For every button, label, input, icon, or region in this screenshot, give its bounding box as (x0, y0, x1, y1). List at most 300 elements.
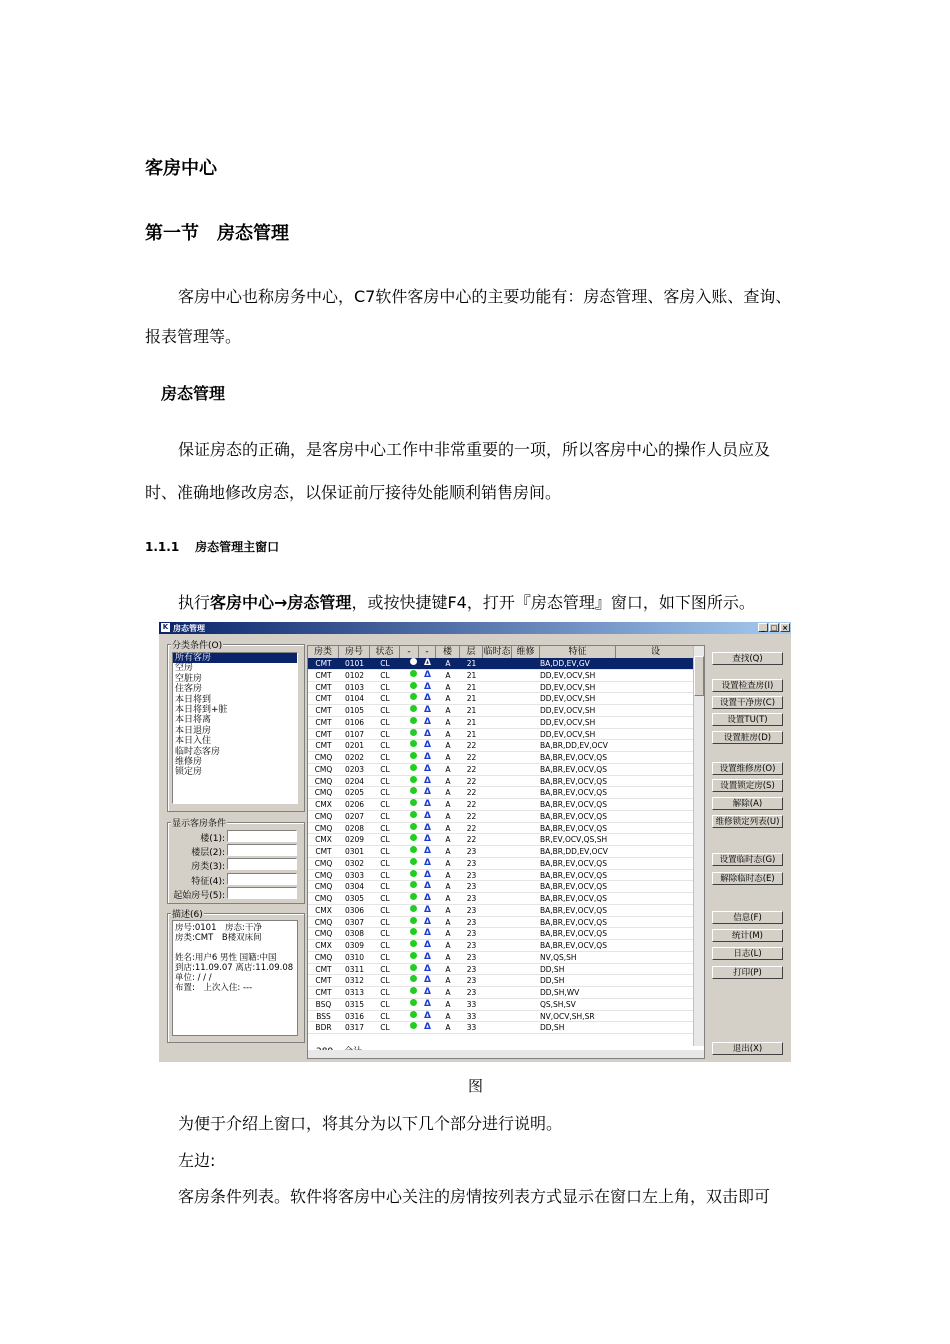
triangle-icon: Δ (424, 846, 431, 856)
green-dot-icon (410, 764, 417, 771)
grid-cell: CL (380, 717, 390, 727)
triangle-icon: Δ (424, 810, 431, 821)
condition-label: 楼(1): (200, 834, 225, 844)
grid-cell: CL (380, 917, 390, 927)
grid-cell: 21 (466, 694, 477, 704)
grid-cell: A (445, 952, 451, 962)
grid-cell: CMT (315, 717, 332, 727)
action-button[interactable]: 信息(F) (712, 911, 783, 924)
grid-cell: CMQ (314, 764, 333, 774)
condition-row (165, 844, 297, 857)
grid-cell: CL (380, 776, 390, 786)
room-row[interactable] (308, 729, 696, 741)
triangle-icon: Δ (424, 940, 431, 950)
green-dot-icon (410, 846, 417, 853)
grid-cell: 23 (466, 917, 477, 927)
grid-cell: CL (380, 976, 390, 986)
grid-cell: A (445, 835, 451, 845)
description-box (172, 920, 298, 1036)
green-dot-icon (410, 917, 417, 924)
grid-cell: 0301 (344, 847, 365, 856)
grid-cell: BA,BR,EV,OCV,QS (540, 800, 607, 809)
paragraph4: 客房条件列表。软件将客房中心关注的房情按列表方式显示在窗口左上角，双击即可 (178, 1187, 771, 1206)
category-item[interactable]: 本日将到 (175, 694, 212, 705)
grid-cell: CL (380, 811, 390, 821)
category-item[interactable]: 空房 (175, 663, 194, 674)
grid-cell: A (445, 976, 451, 986)
green-dot-icon (410, 799, 417, 806)
triangle-icon: Δ (424, 834, 431, 845)
room-row[interactable] (308, 682, 696, 694)
grid-cell: A (445, 999, 451, 1009)
grid-cell: 33 (466, 1011, 477, 1021)
column-header[interactable]: - (419, 646, 436, 658)
column-header[interactable]: 层 (460, 646, 483, 658)
category-list[interactable] (172, 652, 298, 804)
room-row[interactable] (308, 858, 696, 870)
condition-input[interactable] (227, 844, 297, 856)
room-row[interactable] (308, 717, 696, 729)
action-button[interactable]: 设置检查房(I) (712, 679, 783, 692)
grid-cell: DD,SH (540, 1023, 565, 1033)
triangle-icon: Δ (424, 669, 431, 680)
green-dot-icon (410, 1011, 417, 1018)
grid-cell: BA,BR,EV,OCV,QS (540, 858, 607, 868)
intro-paragraph-line2: 报表管理等。 (145, 327, 242, 346)
grid-cell: 0302 (344, 858, 365, 868)
category-item[interactable]: 本日将离 (175, 715, 212, 726)
grid-cell: CMT (315, 729, 332, 739)
grid-cell: CL (380, 741, 390, 751)
grid-cell: CL (380, 835, 390, 845)
grid-cell: 22 (466, 811, 477, 821)
condition-label: 房类(3): (191, 862, 225, 873)
grid-cell: A (445, 988, 451, 997)
green-dot-icon (410, 940, 417, 947)
triangle-icon: Δ (424, 998, 431, 1009)
green-dot-icon (410, 893, 417, 900)
grid-cell: QS,SH,SV (540, 999, 576, 1009)
grid-cell: A (445, 870, 451, 880)
description-line: 布置: 上次入住: --- (175, 983, 253, 993)
green-dot-icon (410, 928, 417, 935)
maximize-button[interactable]: □ (770, 624, 778, 632)
action-button[interactable]: 日志(L) (712, 947, 783, 960)
triangle-icon: Δ (424, 916, 431, 927)
condition-row (165, 887, 297, 900)
triangle-icon: Δ (424, 857, 431, 868)
green-dot-icon (410, 952, 417, 959)
grid-cell: 33 (466, 1023, 477, 1033)
room-row[interactable] (308, 811, 696, 823)
room-row[interactable] (308, 670, 696, 682)
grid-cell: 21 (466, 717, 477, 727)
triangle-icon: Δ (424, 1022, 431, 1033)
grid-cell: CMT (315, 964, 332, 974)
grid-cell: CMQ (314, 776, 333, 786)
grid-cell: 0307 (344, 917, 365, 927)
green-dot-icon (410, 905, 417, 912)
grid-cell: CL (380, 941, 390, 950)
room-grid[interactable] (307, 645, 705, 1059)
green-dot-icon (410, 975, 417, 982)
grid-cell: A (445, 941, 451, 950)
grid-cell: A (445, 823, 451, 833)
green-dot-icon (410, 670, 417, 677)
room-row[interactable] (308, 1022, 696, 1034)
grid-cell: CMX (315, 941, 332, 950)
column-header[interactable]: 房类 (308, 646, 339, 658)
description-line: 房类:CMT B楼双床间 (175, 933, 262, 943)
action-button[interactable]: 退出(X) (712, 1042, 783, 1055)
grid-cell: 23 (466, 952, 477, 962)
triangle-icon: Δ (424, 693, 431, 704)
condition-input[interactable] (227, 873, 297, 885)
column-header[interactable]: 设 (616, 646, 696, 658)
category-item[interactable]: 锁定房 (175, 767, 203, 778)
grid-cell: 23 (466, 988, 477, 997)
triangle-icon: Δ (424, 881, 431, 892)
room-row[interactable] (308, 917, 696, 929)
grid-cell: 0205 (344, 788, 365, 798)
grid-cell: CL (380, 847, 390, 856)
green-dot-icon (410, 964, 417, 971)
grid-cell: 21 (466, 706, 477, 715)
grid-cell: CMT (315, 741, 332, 751)
condition-input[interactable] (227, 830, 297, 842)
grid-cell: 23 (466, 905, 477, 915)
grid-cell: DD,SH,WV (540, 988, 580, 997)
triangle-icon: Δ (424, 740, 431, 751)
grid-cell: A (445, 1023, 451, 1033)
room-row[interactable] (308, 764, 696, 776)
heading-text: 房态管理主窗口 (195, 540, 280, 554)
paragraph1-line2: 时、准确地修改房态，以保证前厅接待处能顺利销售房间。 (145, 483, 562, 502)
condition-input[interactable] (227, 858, 297, 870)
vertical-scrollbar[interactable] (693, 646, 704, 1046)
paragraph2: 为便于介绍上窗口，将其分为以下几个部分进行说明。 (178, 1114, 563, 1133)
grid-cell: CL (380, 788, 390, 798)
window-titlebar (159, 622, 791, 634)
triangle-icon: Δ (424, 963, 431, 974)
grid-cell: A (445, 717, 451, 727)
green-dot-icon (410, 729, 417, 736)
grid-cell: CMQ (314, 870, 333, 880)
action-button[interactable]: 设置维修房(O) (712, 762, 783, 775)
grid-cell: CMX (315, 905, 332, 915)
room-row[interactable] (308, 870, 696, 882)
grid-cell: CMQ (314, 929, 333, 939)
room-row[interactable] (308, 834, 696, 846)
grid-cell: BA,DD,EV,GV (540, 659, 590, 668)
grid-cell: BA,BR,EV,OCV,QS (540, 870, 607, 880)
grid-cell: 21 (466, 659, 477, 668)
scroll-thumb[interactable] (694, 656, 704, 696)
action-button[interactable]: 设置干净房(C) (712, 696, 783, 709)
description-line: 房号:0101 房态:干净 (175, 923, 262, 933)
grid-cell: 0102 (344, 670, 365, 680)
category-item[interactable]: 住客房 (175, 684, 203, 695)
grid-cell: A (445, 964, 451, 974)
grid-cell: CL (380, 858, 390, 868)
room-row[interactable] (308, 881, 696, 893)
grid-cell: DD,SH (540, 976, 565, 986)
triangle-icon: Δ (424, 658, 431, 668)
grid-cell: BA,BR,DD,EV,OCV (540, 741, 608, 751)
grid-cell: DD,EV,OCV,SH (540, 717, 596, 727)
category-item[interactable]: 临时态客房 (175, 746, 221, 757)
room-row[interactable] (308, 940, 696, 952)
column-header[interactable]: 状态 (370, 646, 400, 658)
triangle-icon: Δ (424, 775, 431, 786)
room-row[interactable] (308, 799, 696, 811)
grid-cell: CL (380, 694, 390, 704)
grid-cell: CMQ (314, 858, 333, 868)
grid-cell: CMQ (314, 952, 333, 962)
grid-cell: 33 (466, 999, 477, 1009)
grid-cell: CMQ (314, 917, 333, 927)
grid-cell: CL (380, 800, 390, 809)
grid-cell: CMT (315, 988, 332, 997)
exec-paragraph (178, 590, 755, 613)
grid-cell: 0203 (344, 764, 365, 774)
conditions-group-label: 显示客房条件 (171, 816, 227, 829)
grid-cell: 0304 (344, 882, 365, 892)
grid-cell: A (445, 706, 451, 715)
grid-cell: DD,EV,OCV,SH (540, 694, 596, 704)
grid-cell: CMT (315, 847, 332, 856)
category-item[interactable]: 维修房 (175, 756, 203, 767)
grid-cell: 0311 (344, 964, 365, 974)
grid-cell: 22 (466, 753, 477, 762)
grid-cell: CL (380, 964, 390, 974)
column-header[interactable]: 维修 (512, 646, 540, 658)
grid-cell: BA,BR,EV,OCV,QS (540, 894, 607, 903)
green-dot-icon (410, 717, 417, 724)
grid-cell: 23 (466, 894, 477, 903)
grid-cell: CMQ (314, 811, 333, 821)
grid-cell: BA,BR,EV,OCV,QS (540, 905, 607, 915)
grid-cell: A (445, 729, 451, 739)
grid-cell: 22 (466, 835, 477, 845)
green-dot-icon (410, 811, 417, 818)
column-header[interactable]: 临时态 (483, 647, 511, 657)
grid-cell: 0316 (344, 1011, 365, 1021)
green-dot-icon (410, 740, 417, 747)
green-dot-icon (410, 987, 417, 994)
grid-cell: 0208 (344, 823, 365, 833)
grid-cell: BA,BR,EV,OCV,QS (540, 941, 607, 950)
triangle-icon: Δ (424, 716, 431, 727)
grid-cell: NV,QS,SH (540, 952, 577, 962)
grid-cell: CMQ (314, 894, 333, 903)
category-item[interactable]: 本日将到+脏 (175, 704, 228, 715)
action-button[interactable]: 设置临时态(G) (712, 853, 783, 866)
grid-cell: 0202 (344, 753, 365, 762)
page-title: 客房中心 (145, 158, 217, 179)
grid-cell: CMQ (314, 823, 333, 833)
grid-cell: BR,EV,OCV,QS,SH (540, 835, 608, 845)
green-dot-icon (410, 787, 417, 794)
description-line: 单位: / / / (175, 973, 212, 983)
grid-cell: 21 (466, 729, 477, 739)
grid-cell: A (445, 1011, 451, 1021)
room-row[interactable] (308, 893, 696, 905)
column-header[interactable]: - (400, 646, 419, 658)
app-icon: K (162, 623, 169, 631)
triangle-icon: Δ (424, 799, 431, 809)
grid-cell: DD,EV,OCV,SH (540, 706, 596, 715)
grid-cell: 0303 (344, 870, 365, 880)
grid-cell: 0306 (344, 905, 365, 915)
room-row[interactable] (308, 928, 696, 940)
exec-prefix: 执行 (178, 593, 211, 612)
category-item[interactable]: 本日入住 (175, 736, 212, 747)
grid-cell: 0309 (344, 941, 365, 950)
room-status-window (159, 622, 791, 1062)
room-row[interactable] (308, 905, 696, 917)
grid-cell: DD,SH (540, 964, 565, 974)
grid-cell: BA,BR,EV,OCV,QS (540, 823, 607, 833)
green-dot-icon (410, 834, 417, 841)
grid-cell: 0105 (344, 706, 365, 715)
condition-input[interactable] (227, 887, 297, 899)
grid-cell: 22 (466, 800, 477, 809)
grid-cell: CMT (315, 706, 332, 715)
exec-menu-path: 客房中心→房态管理 (210, 593, 352, 612)
room-row[interactable] (308, 693, 696, 705)
section-heading: 第一节 房态管理 (145, 223, 289, 244)
room-row[interactable] (308, 705, 696, 717)
column-header[interactable]: 房号 (339, 646, 370, 658)
grid-cell: BA,BR,EV,OCV,QS (540, 929, 607, 939)
grid-cell: CMQ (314, 753, 333, 762)
room-row[interactable] (308, 952, 696, 964)
description-line: 到店:11.09.07 离店:11.09.08 (175, 963, 294, 973)
triangle-icon: Δ (424, 904, 431, 915)
grid-cell: CL (380, 764, 390, 774)
grid-cell: 0107 (344, 729, 365, 739)
grid-cell: 0201 (344, 741, 365, 751)
grid-cell: DD,EV,OCV,SH (540, 729, 596, 739)
category-item[interactable]: 空脏房 (175, 673, 203, 684)
triangle-icon: Δ (424, 951, 431, 962)
description-line: 姓名:用户6 男性 国籍:中国 (175, 953, 277, 963)
grid-cell: 22 (466, 776, 477, 786)
room-row[interactable] (308, 823, 696, 835)
description-line (175, 943, 295, 953)
grid-cell: 0209 (344, 835, 365, 845)
action-button[interactable]: 解除(A) (712, 797, 783, 810)
column-header[interactable]: 特征 (540, 646, 616, 658)
room-row[interactable] (308, 658, 696, 670)
category-item[interactable]: 所有客房 (173, 653, 297, 663)
subsection-heading: 房态管理 (161, 384, 226, 403)
column-header[interactable]: 楼 (436, 646, 460, 658)
grid-cell: CL (380, 870, 390, 880)
room-row[interactable] (308, 964, 696, 976)
triangle-icon: Δ (424, 893, 431, 903)
action-button[interactable]: 查找(Q) (712, 652, 783, 665)
paragraph1-line1: 保证房态的正确，是客房中心工作中非常重要的一项，所以客房中心的操作人员应及 (178, 440, 771, 459)
room-row[interactable] (308, 975, 696, 987)
grid-cell: 23 (466, 847, 477, 856)
category-item[interactable]: 本日退房 (175, 725, 212, 736)
grid-cell: A (445, 670, 451, 680)
grid-cell: BSQ (315, 999, 332, 1009)
category-group-label: 分类条件(O) (171, 638, 223, 651)
triangle-icon: Δ (424, 822, 431, 833)
grid-cell: 0103 (344, 682, 365, 692)
intro-paragraph-line1: 客房中心也称房务中心，C7软件客房中心的主要功能有：房态管理、客房入账、查询、 (178, 287, 792, 306)
grid-cell: CL (380, 670, 390, 680)
triangle-icon: Δ (424, 869, 431, 880)
grid-cell: CMQ (314, 788, 333, 798)
grid-cell: 0101 (344, 659, 365, 668)
condition-label: 起始房号(5): (173, 890, 225, 901)
grid-cell: BDR (315, 1023, 332, 1033)
grid-cell: A (445, 776, 451, 786)
heading-number: 1.1.1 (145, 540, 180, 554)
grid-header (308, 646, 696, 658)
action-button[interactable]: 维修锁定列表(U) (712, 815, 783, 828)
action-button[interactable]: 解除临时态(E) (712, 872, 783, 885)
room-row[interactable] (308, 752, 696, 764)
triangle-icon: Δ (424, 763, 431, 774)
grid-cell: CL (380, 823, 390, 833)
grid-cell: CL (380, 929, 390, 939)
action-button[interactable]: 设置脏房(D) (712, 731, 783, 744)
grid-cell: 0308 (344, 929, 365, 939)
grid-cell: CL (380, 952, 390, 962)
room-row[interactable] (308, 1011, 696, 1023)
grid-cell: 0104 (344, 694, 365, 704)
grid-cell: 0315 (344, 999, 365, 1009)
action-button[interactable]: 打印(P) (712, 966, 783, 979)
grid-cell: BA,BR,EV,OCV,QS (540, 811, 607, 821)
room-row[interactable] (308, 846, 696, 858)
window-title: 房态管理 (173, 624, 205, 633)
room-row[interactable] (308, 776, 696, 788)
grid-cell: A (445, 788, 451, 798)
room-row[interactable] (308, 999, 696, 1011)
room-row[interactable] (308, 787, 696, 799)
action-button[interactable]: 设置TU(T) (712, 713, 783, 726)
horizontal-scrollbar[interactable] (308, 1050, 704, 1059)
grid-cell: 0313 (344, 988, 365, 997)
condition-row (165, 873, 297, 886)
grid-cell: CL (380, 659, 390, 668)
grid-cell: CL (380, 1023, 390, 1033)
grid-cell: 0312 (344, 976, 365, 986)
grid-cell: A (445, 882, 451, 892)
grid-cell: CL (380, 729, 390, 739)
grid-cell: 0305 (344, 894, 365, 903)
room-row[interactable] (308, 987, 696, 999)
action-button[interactable]: 设置锁定房(S) (712, 779, 783, 792)
grid-cell: 0207 (344, 811, 365, 821)
room-row[interactable] (308, 740, 696, 752)
triangle-icon: Δ (424, 681, 431, 692)
minimize-button[interactable]: _ (758, 623, 768, 632)
paragraph3: 左边: (178, 1151, 216, 1170)
grid-cell: A (445, 741, 451, 751)
close-button[interactable]: × (780, 623, 790, 632)
grid-cell: DD,EV,OCV,SH (540, 682, 596, 692)
window-controls (757, 623, 790, 632)
action-button[interactable]: 统计(M) (712, 929, 783, 942)
green-dot-icon (410, 658, 417, 665)
